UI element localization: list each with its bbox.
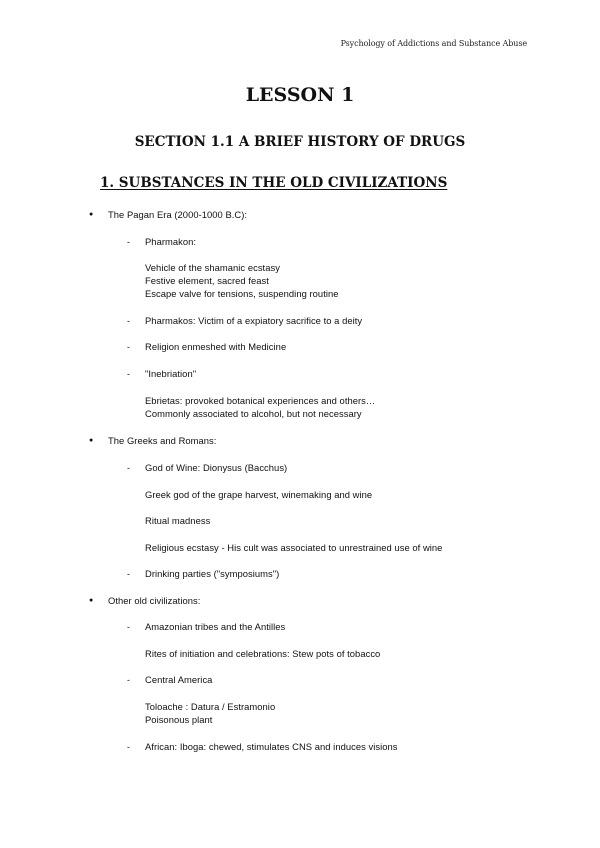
greeks-romans-item: The Greeks and Romans: — [108, 435, 217, 446]
section-title: SECTION 1.1 A BRIEF HISTORY OF DRUGS — [134, 134, 466, 150]
dash-icon: - — [127, 316, 130, 326]
dash-icon: - — [127, 369, 130, 379]
wine-god-detail: Greek god of the grape harvest, winemaking and wine — [145, 489, 373, 500]
wine-god-item: God of Wine: Dionysus (Bacchus) — [145, 462, 288, 473]
bullet-icon: ● — [89, 597, 94, 604]
bullet-icon: ● — [89, 437, 94, 444]
dash-icon: - — [127, 463, 130, 473]
dash-icon: - — [127, 742, 130, 752]
bullet-icon: ● — [89, 211, 94, 218]
dash-icon: - — [127, 342, 130, 352]
lesson-title: LESSON 1 — [245, 84, 355, 106]
inebriation-item: "Inebriation" — [145, 368, 197, 379]
other-civilizations-item: Other old civilizations: — [108, 595, 201, 606]
dash-icon: - — [127, 569, 130, 579]
drinking-parties-item: Drinking parties ("symposiums") — [145, 568, 280, 579]
central-america-detail: Toloache : Datura / Estramonio — [145, 701, 276, 712]
amazonian-detail: Rites of initiation and celebrations: Stew pots of tobacco — [145, 648, 381, 659]
religion-item: Religion enmeshed with Medicine — [145, 341, 287, 352]
pharmakon-detail: Festive element, sacred feast — [145, 275, 269, 286]
pharmakon-detail: Vehicle of the shamanic ecstasy — [145, 262, 280, 273]
central-america-detail: Poisonous plant — [145, 714, 213, 725]
dash-icon: - — [127, 622, 130, 632]
pharmakon-detail: Escape valve for tensions, suspending routine — [145, 288, 339, 299]
amazonian-item: Amazonian tribes and the Antilles — [145, 621, 286, 632]
pharmakos-item: Pharmakos: Victim of a expiatory sacrifice to a deity — [145, 315, 363, 326]
dash-icon: - — [127, 675, 130, 685]
african-item: African: Iboga: chewed, stimulates CNS and induces visions — [145, 741, 398, 752]
pharmakon-item: Pharmakon: — [145, 236, 197, 247]
running-header: Psychology of Addictions and Substance Abuse — [340, 39, 527, 48]
dash-icon: - — [127, 237, 130, 247]
inebriation-detail: Commonly associated to alcohol, but not necessary — [145, 408, 362, 419]
inebriation-detail: Ebrietas: provoked botanical experiences and others… — [145, 395, 376, 406]
subsection-heading: 1. SUBSTANCES IN THE OLD CIVILIZATIONS — [100, 175, 448, 191]
wine-god-detail: Religious ecstasy - His cult was associated to unrestrained use of wine — [145, 542, 443, 553]
pagan-era-item: The Pagan Era (2000-1000 B.C): — [108, 209, 248, 220]
wine-god-detail: Ritual madness — [145, 515, 211, 526]
central-america-item: Central America — [145, 674, 213, 685]
